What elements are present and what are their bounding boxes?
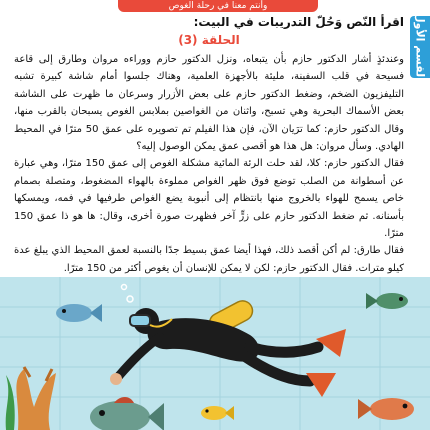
diver-illustration bbox=[0, 277, 430, 430]
paragraph-3: فقال طارق: لم أكن أقصد ذلك، فهذا أيضا عمق بسيط جدًا بالنسبة لعمق المحيط الذي يبلغ عدة كيلو مترات. فقال الدكتور حازم: لكن لا يمكن للإنسان أن يغوص أكثر من 150 مترًا. bbox=[14, 245, 404, 274]
fish-icon bbox=[201, 406, 234, 420]
section-side-tab bbox=[410, 13, 430, 81]
diver-icon bbox=[110, 285, 346, 398]
chapter-banner: وأنتم معنا في رحلة الغوص bbox=[118, 0, 318, 12]
fish-icon bbox=[90, 397, 164, 430]
paragraph-2: فقال الدكتور حازم: كلا، لقد حلت الرئة المائية مشكلة الغوص إلى عمق 150 مترًا، وهي عبارة عن أسطوانة من الصلب توضع فوق ظهر الغواص مملوءة بالهواء المضغوط، ومتصلة بصمام خاص يسمح للهواء بالخروج منها بانتظام إلى أنبوبة يضع الغواص طرفيها في فمه، ويمسكها بأسنانه. ثم ضغط الدكتور حازم على زرٍّ آخر فظهرت صورة أخرى، وقال: ها هو ذا عمق 150 مترًا. bbox=[14, 158, 404, 240]
paragraph-1: وعندئذٍ أشار الدكتور حازم بأن يتبعاه، ونزل الدكتور حازم ووراءه مروان وطارق إلى قاعة فسيحة في قلب السفينة، مليئة بالأجهزة العلمية، وهناك جلسوا أمام شاشة كبيرة تشبه التليفزيون الضخم، وضغط الدكتور حازم على بعض الأزرار وسرعان ما ظهرت على الشاشة بعض الأسماك البحرية وهي تسبح، واثنان من الغواصين بملابس الغوص يسبحان بالقرب منها، وقال الدكتور حازم: كما ترَيان الآن، فإن هذا الفيلم تم تصويره على عمق 50 مترًا في المحيط الهادي. وسأل مروان: هل هذا هو أقصى عمق يمكن الوصول إليه؟ bbox=[14, 54, 404, 153]
coral-icon bbox=[16, 367, 56, 430]
seaweed-icon bbox=[6, 375, 15, 430]
episode-title: الحلقة (3) bbox=[178, 33, 240, 47]
fish-icon bbox=[358, 398, 414, 420]
reading-text bbox=[14, 12, 404, 277]
exercise-instruction: اقرأ النّص وَحُلّ التدريبات في البيت: bbox=[193, 15, 404, 29]
section-tab-label: القسم الأول bbox=[413, 13, 427, 81]
underwater-scene bbox=[0, 277, 430, 430]
